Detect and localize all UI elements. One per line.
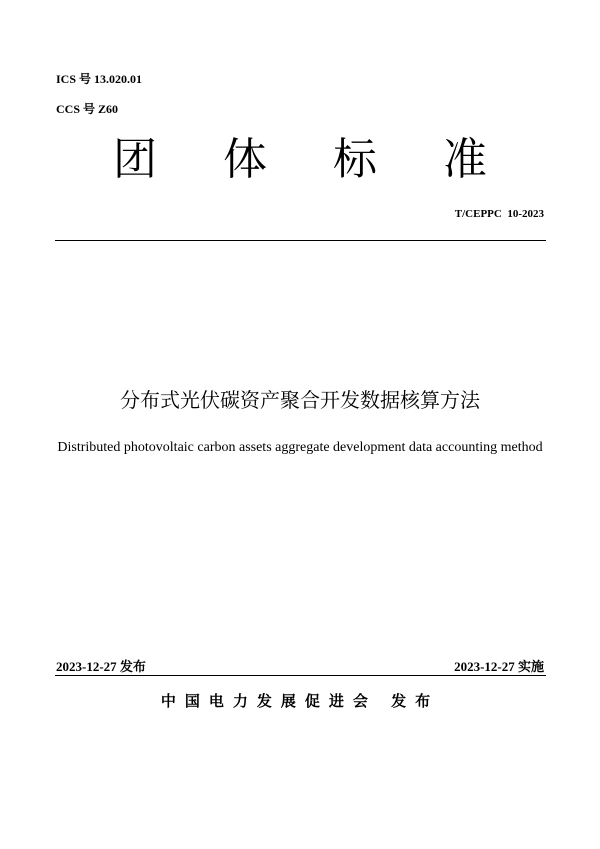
publish-date: 2023-12-27 发布 xyxy=(56,659,146,674)
standard-code: T/CEPPC 10-2023 xyxy=(454,208,544,220)
standard-type-char: 标 xyxy=(333,134,377,185)
document-title-chinese: 分布式光伏碳资产聚合开发数据核算方法 xyxy=(120,388,480,412)
standard-type-char: 体 xyxy=(223,134,267,185)
standard-type-heading xyxy=(0,132,600,188)
standard-type-char: 团 xyxy=(113,134,157,185)
bottom-divider xyxy=(55,675,546,676)
implement-date: 2023-12-27 实施 xyxy=(454,659,544,674)
document-title-english: Distributed photovoltaic carbon assets aggregate development data accounting method xyxy=(57,440,543,455)
ics-number: ICS 号 13.020.01 xyxy=(56,72,143,86)
standard-type-char: 准 xyxy=(443,134,487,185)
publisher: 中国电力发展促进会 发布 xyxy=(160,692,440,710)
ccs-number: CCS 号 Z60 xyxy=(56,102,119,116)
top-divider xyxy=(55,240,546,241)
